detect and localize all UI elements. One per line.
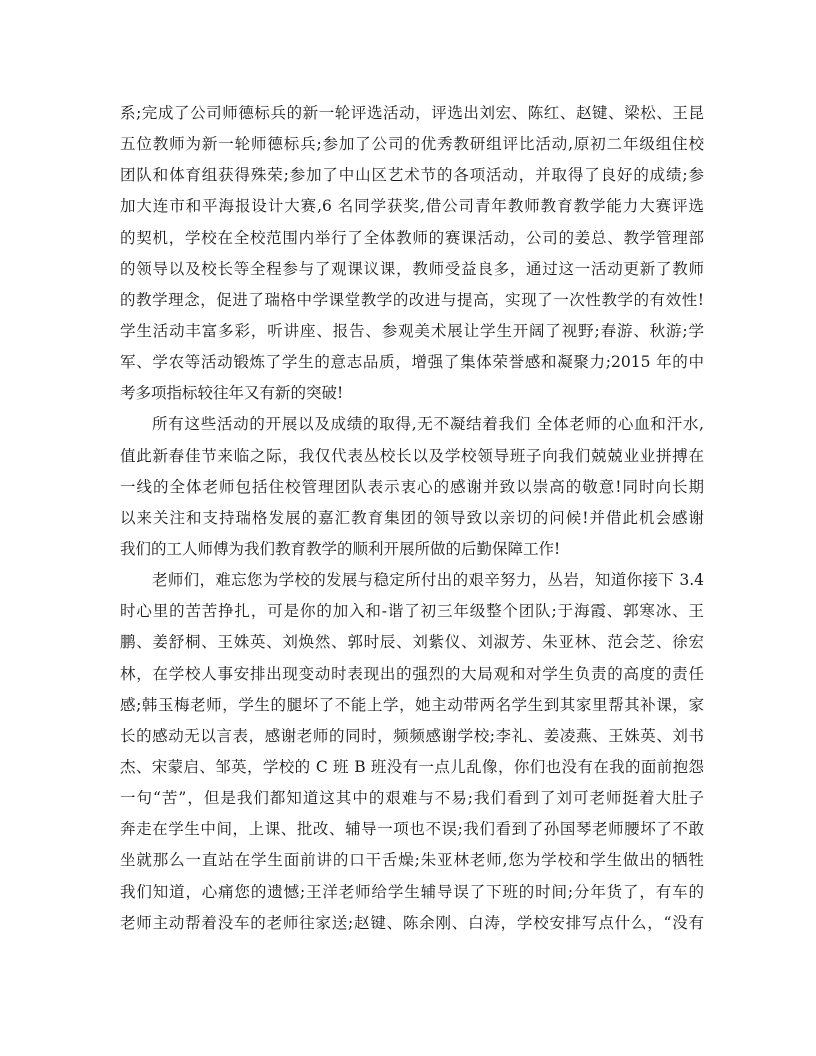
text-line: 鹏、姜舒桐、王姝英、刘焕然、郭时辰、刘紫仪、刘淑芳、朱亚林、范会芝、徐宏 bbox=[120, 633, 704, 652]
text-line: 系;完成了公司师德标兵的新一轮评选活动，评选出刘宏、陈红、赵键、梁松、王昆 bbox=[120, 104, 704, 122]
text-line: 的领导以及校长等全程参与了观课议课，教师受益良多，通过这一活动更新了教师 bbox=[120, 259, 704, 278]
text-line: 坐就那么一直站在学生面前讲的口干舌燥;朱亚林老师,您为学校和学生做出的牺牲 bbox=[120, 851, 704, 870]
text-line: 学生活动丰富多彩，听讲座、报告、参观美术展让学生开阔了视野;春游、秋游;学 bbox=[120, 321, 704, 340]
text-line: 时心里的苦苦挣扎，可是你的加入和-谐了初三年级整个团队;于海霞、郭寒冰、王 bbox=[120, 602, 704, 621]
text-line: 的契机，学校在全校范围内举行了全体教师的赛课活动，公司的姜总、教学管理部 bbox=[120, 228, 704, 247]
text-line: 老师主动帮着没车的老师往家送;赵键、陈余刚、白涛，学校安排写点什么，“没有 bbox=[120, 913, 704, 932]
text-line: 军、学农等活动锻炼了学生的意志品质，增强了集体荣誉感和凝聚力;2015 年的中 bbox=[120, 353, 704, 372]
text-line: 以来关注和支持瑞格发展的嘉汇教育集团的领导致以亲切的问候!并借此机会感谢 bbox=[120, 508, 704, 527]
paragraph-1 bbox=[120, 98, 704, 409]
text-line: 所有这些活动的开展以及成绩的取得,无不凝结着我们 全体老师的心血和汗水, bbox=[152, 415, 704, 434]
paragraph-2 bbox=[120, 409, 704, 565]
text-line: 五位教师为新一轮师德标兵;参加了公司的优秀教研组评比活动,原初二年级组住校 bbox=[120, 135, 704, 154]
text-line: 加大连市和平海报设计大赛,6 名同学获奖,借公司青年教师教育教学能力大赛评选 bbox=[120, 197, 704, 216]
text-line: 林，在学校人事安排出现变动时表现出的强烈的大局观和对学生负责的高度的责任 bbox=[120, 664, 704, 683]
text-line: 感;韩玉梅老师，学生的腿坏了不能上学，她主动带两名学生到其家里帮其补课，家 bbox=[120, 695, 704, 714]
text-line: 一句“苦”，但是我们都知道这其中的艰难与不易;我们看到了刘可老师挺着大肚子 bbox=[120, 789, 704, 808]
text-line: 值此新春佳节来临之际，我仅代表丛校长以及学校领导班子向我们兢兢业业拼搏在 bbox=[120, 446, 704, 465]
text-line: 的教学理念，促进了瑞格中学课堂教学的改进与提高，实现了一次性教学的有效性! bbox=[120, 290, 704, 309]
text-line: 老师们，难忘您为学校的发展与稳定所付出的艰辛努力，丛岩，知道你接下 3.4 bbox=[152, 571, 704, 590]
body-text bbox=[120, 98, 704, 939]
text-line: 我们的工人师傅为我们教育教学的顺利开展所做的后勤保障工作! bbox=[120, 539, 561, 558]
text-line: 长的感动无以言表，感谢老师的同时，频频感谢学校;李礼、姜凌燕、王姝英、刘书 bbox=[120, 726, 704, 745]
text-line: 考多项指标较往年又有新的突破! bbox=[120, 384, 344, 403]
text-line: 团队和体育组获得殊荣;参加了中山区艺术节的各项活动，并取得了良好的成绩;参 bbox=[120, 166, 704, 185]
paragraph-3 bbox=[120, 565, 704, 939]
text-line: 我们知道，心痛您的遗憾;王洋老师给学生辅导误了下班的时间;分年货了，有车的 bbox=[120, 882, 704, 901]
text-line: 杰、宋蒙启、邹英，学校的 C 班 B 班没有一点儿乱像，你们也没有在我的面前抱怨 bbox=[120, 757, 704, 776]
text-line: 一线的全体老师包括住校管理团队表示衷心的感谢并致以崇高的敬意!同时向长期 bbox=[120, 477, 704, 496]
text-line: 奔走在学生中间，上课、批改、辅导一项也不误;我们看到了孙国琴老师腰坏了不敢 bbox=[120, 820, 704, 839]
